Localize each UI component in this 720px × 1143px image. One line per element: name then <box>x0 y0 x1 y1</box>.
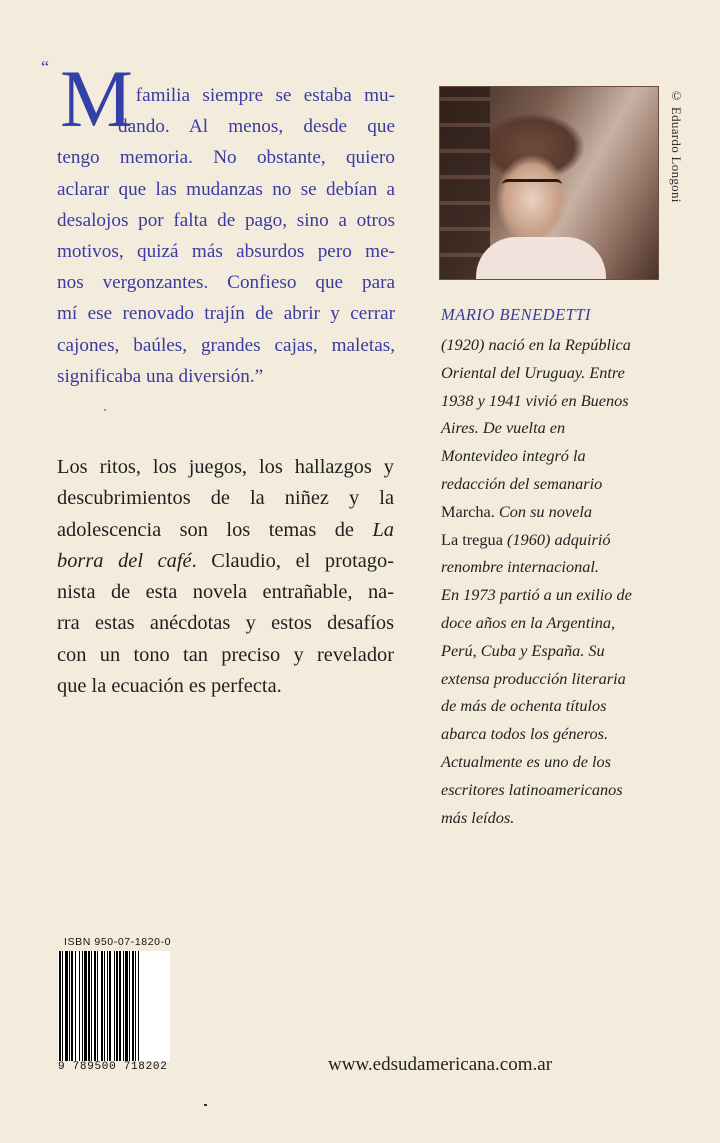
barcode-bar <box>135 951 136 1061</box>
synopsis-line: con un tono tan preciso y revelador <box>57 643 394 666</box>
barcode-bar <box>94 951 96 1061</box>
barcode-bar <box>119 951 121 1061</box>
barcode-bar <box>82 951 83 1061</box>
barcode-bar <box>71 951 73 1061</box>
quote-line: aclarar que las mudanzas no se debían a <box>57 178 395 200</box>
barcode-bar <box>69 951 70 1061</box>
opening-quote-mark: “ <box>41 57 49 77</box>
barcode-bar <box>79 951 80 1061</box>
publisher-website[interactable]: www.edsudamericana.com.ar <box>328 1054 553 1075</box>
isbn-label: ISBN 950-07-1820-0 <box>64 936 172 948</box>
quote-line: i familia siempre se estaba mu- <box>118 85 395 106</box>
excerpt-quote <box>57 80 395 392</box>
novel-title: La tregua <box>441 529 503 549</box>
barcode-bar <box>129 951 130 1061</box>
barcode-bar <box>114 951 115 1061</box>
author-photo <box>439 86 659 280</box>
synopsis-line: rra estas anécdotas y estos desafíos <box>57 612 394 635</box>
decorative-dot <box>204 1104 207 1106</box>
barcode-bar <box>123 951 124 1061</box>
book-title-part: borra del café <box>57 549 192 572</box>
photo-credit: © Eduardo Longoni <box>669 88 684 203</box>
barcode-bar <box>104 951 105 1061</box>
barcode-bar <box>75 951 76 1061</box>
decorative-dot <box>104 409 106 411</box>
synopsis-line: que la ecuación es perfecta. <box>57 675 282 698</box>
barcode-bar <box>65 951 68 1061</box>
barcode-bar <box>101 951 103 1061</box>
ean-digits: 9 789500 718202 <box>58 1061 168 1073</box>
quote-line: mí ese renovado trajín de abrir y cerrar <box>57 303 395 325</box>
barcode-bar <box>59 951 61 1061</box>
synopsis-paragraph <box>57 452 394 702</box>
barcode-bar <box>84 951 87 1061</box>
quote-line: cajones, baúles, grandes cajas, maletas, <box>57 334 395 356</box>
magazine-name: Marcha. <box>441 501 495 521</box>
barcode-bar <box>62 951 63 1061</box>
synopsis-line: Los ritos, los juegos, los hallazgos y <box>57 456 394 478</box>
author-bio: (1920) nació en la República Oriental del Uruguay. Entre 1938 y 1941 vivió en Buenos Aires. De vuelta en Montevideo integró la redacción del semanario Marcha. Con su novela La tregua (1960) adquirió renombre internacional. En 1973 partió a un exilio de doce años en la Argentina, Perú, Cuba y España. Su extensa producción literaria de más de ochenta títulos abarca todos los géneros. Actualmente es uno de los escritores latinoamericanos más leídos. <box>441 335 632 827</box>
drop-cap-letter: M <box>60 53 133 144</box>
synopsis-line: adolescencia son los temas de La <box>57 518 394 541</box>
barcode-image <box>58 951 170 1061</box>
synopsis-line: descubrimientos de la niñez y la <box>57 487 394 510</box>
quote-line: dando. Al menos, desde que <box>118 116 395 138</box>
barcode-bar <box>97 951 98 1061</box>
author-name: MARIO BENEDETTI <box>441 305 592 324</box>
barcode-bar <box>88 951 90 1061</box>
quote-line: tengo memoria. No obstante, quiero <box>57 147 395 169</box>
quote-line: significaba una diversión.” <box>57 365 264 387</box>
synopsis-line: nista de esta novela entrañable, na- <box>57 581 394 604</box>
barcode-bar <box>109 951 111 1061</box>
quote-line: nos vergonzantes. Confieso que para <box>57 272 395 294</box>
book-title-part: La <box>372 518 394 541</box>
barcode-bar <box>107 951 108 1061</box>
barcode-bar <box>116 951 118 1061</box>
synopsis-line: borra del café. Claudio, el protago- <box>57 549 394 572</box>
quote-line: motivos, quizá más absurdos pero me- <box>57 241 395 263</box>
barcode-bar <box>91 951 92 1061</box>
quote-line: desalojos por falta de pago, sino a otros <box>57 209 395 231</box>
barcode-bar <box>138 951 139 1061</box>
barcode-bar <box>125 951 128 1061</box>
barcode-bar <box>132 951 134 1061</box>
